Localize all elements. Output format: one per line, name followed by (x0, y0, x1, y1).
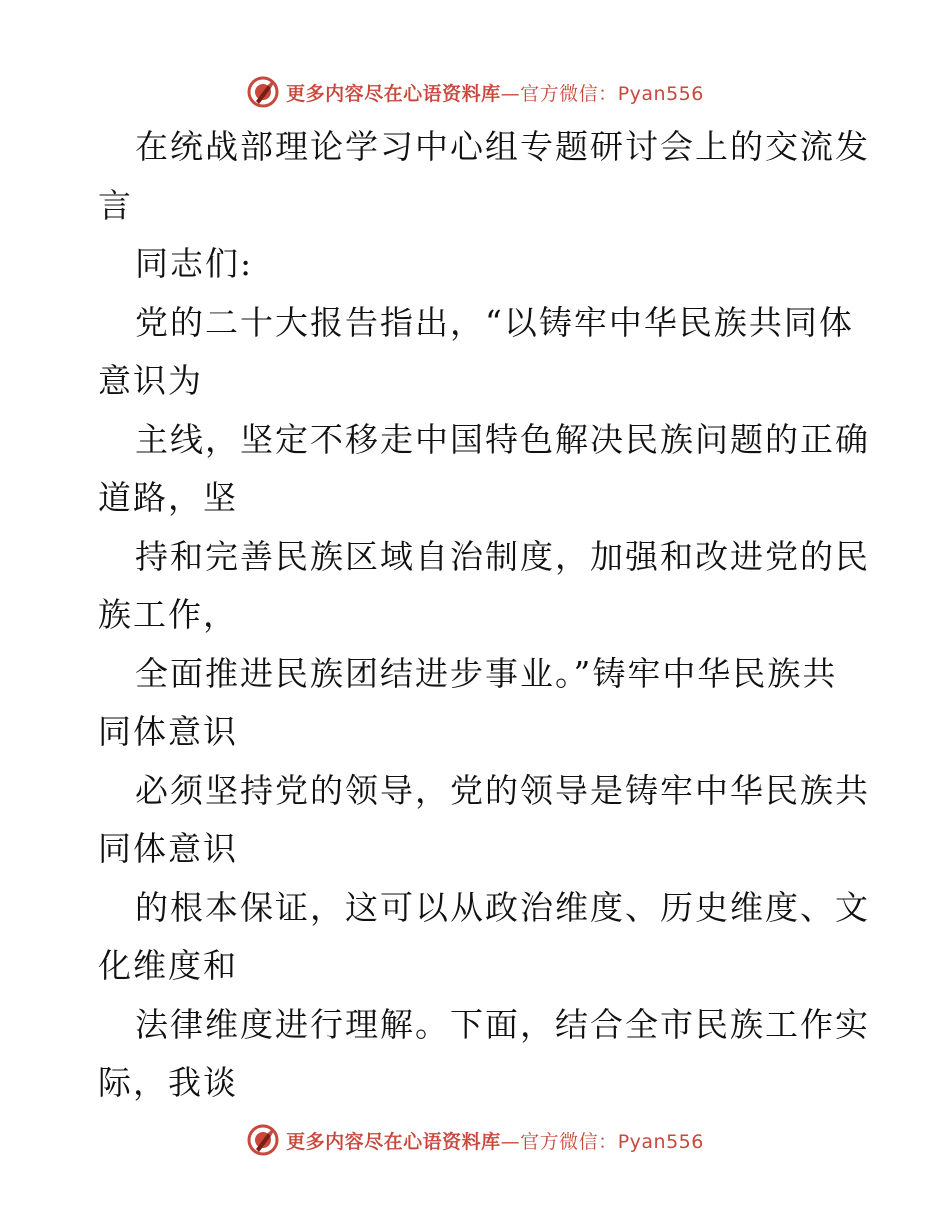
watermark-dash: — (500, 1130, 521, 1153)
paragraph-line: 必须坚持党的领导，党的领导是铸牢中华民族共 (135, 770, 870, 810)
paragraph-line: 同体意识 (98, 829, 238, 868)
header-watermark (0, 72, 950, 112)
paragraph-line: 际，我谈 (98, 1063, 238, 1102)
pen-logo-icon (246, 1123, 280, 1157)
watermark-official-label: 官方微信： (520, 1130, 618, 1153)
paragraph-line: 化维度和 (98, 946, 238, 985)
paragraph-line: 在统战部理论学习中心组专题研讨会上的交流发 (135, 127, 870, 166)
paragraph-line: 党的二十大报告指出，“以铸牢中华民族共同体 (135, 302, 854, 342)
watermark-text (286, 1127, 704, 1154)
document-body (98, 118, 870, 1113)
paragraph-line: 法律维度进行理解。下面，结合全市民族工作实 (135, 1004, 870, 1044)
footer-watermark (0, 1120, 950, 1160)
watermark-brand: 更多内容尽在心语资料库 (286, 1130, 501, 1153)
paragraph-line: 意识为 (98, 361, 203, 400)
paragraph-line: 族工作， (98, 595, 238, 634)
paragraph-line: 全面推进民族团结进步事业。”铸牢中华民族共 (135, 653, 838, 693)
watermark-wechat-id: Pyan556 (617, 82, 704, 105)
watermark-official-label: 官方微信： (520, 82, 618, 105)
paragraph-line: 同志们: (135, 244, 254, 283)
paragraph-line: 主线，坚定不移走中国特色解决民族问题的正确 (135, 419, 870, 459)
paragraph-line: 的根本保证，这可以从政治维度、历史维度、文 (135, 887, 870, 927)
paragraph-line: 持和完善民族区域自治制度，加强和改进党的民 (135, 536, 870, 576)
paragraph-line: 言 (98, 185, 133, 225)
pen-logo-icon (246, 75, 280, 109)
watermark-text (286, 79, 704, 106)
paragraph-line: 同体意识 (98, 712, 238, 751)
watermark-brand: 更多内容尽在心语资料库 (286, 82, 501, 105)
watermark-dash: — (500, 82, 521, 105)
watermark-wechat-id: Pyan556 (617, 1130, 704, 1153)
paragraph-line: 道路，坚 (98, 478, 238, 517)
